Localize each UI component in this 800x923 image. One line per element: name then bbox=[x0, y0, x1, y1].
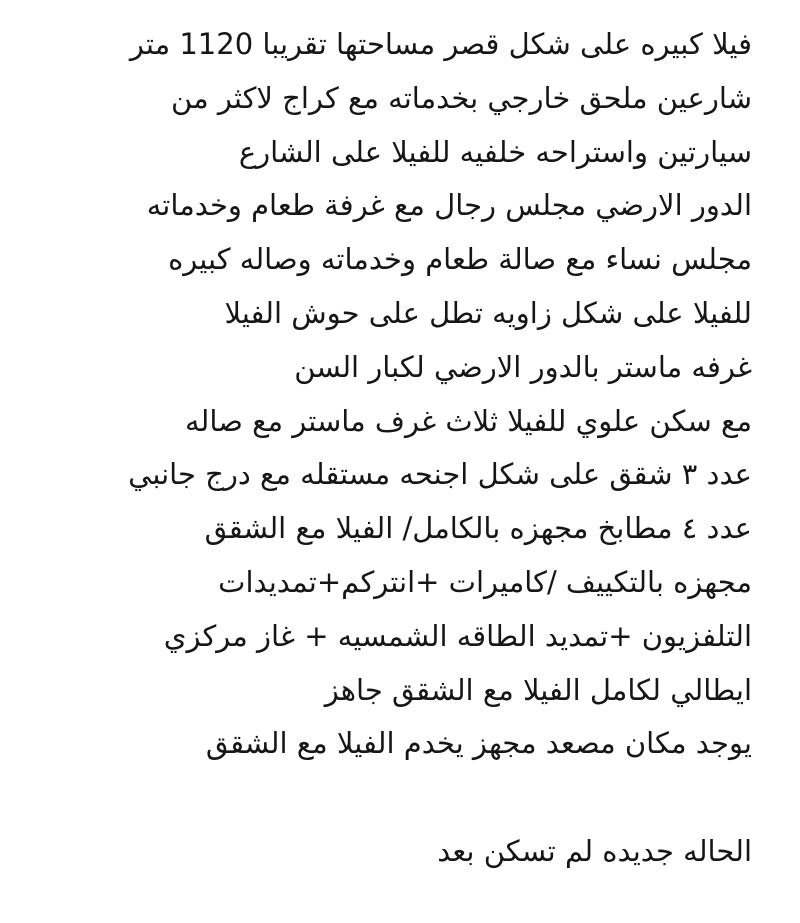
text-line: التلفزيون +تمديد الطاقه الشمسيه + غاز مركزي bbox=[163, 618, 752, 653]
text-line: الدور الارضي مجلس رجال مع غرفة طعام وخدماته bbox=[146, 188, 752, 223]
text-line: للفيلا على شكل زاويه تطل على حوش الفيلا bbox=[224, 295, 752, 330]
text-line: يوجد مكان مصعد مجهز يخدم الفيلا مع الشقق bbox=[205, 726, 752, 761]
text-line: مع سكن علوي للفيلا ثلاث غرف ماستر مع صاله bbox=[185, 403, 752, 438]
text-line: عدد ٤ مطابخ مجهزه بالكامل/ الفيلا مع الشقق bbox=[204, 511, 752, 546]
text-line: سيارتين واستراحه خلفيه للفيلا على الشارع bbox=[238, 134, 752, 169]
status-line: الحاله جديده لم تسكن بعد bbox=[437, 833, 752, 868]
text-line: مجلس نساء مع صالة طعام وخدماته وصاله كبيره bbox=[168, 242, 752, 277]
text-line: عدد ٣ شقق على شكل اجنحه مستقله مع درج جانبي bbox=[128, 457, 752, 492]
listing-description bbox=[32, 18, 752, 879]
blank-line bbox=[32, 771, 752, 825]
text-line: فيلا كبيره على شكل قصر مساحتها تقريبا 1120 متر bbox=[129, 27, 752, 61]
text-line: غرفه ماستر بالدور الارضي لكبار السن bbox=[294, 349, 752, 384]
text-line: شارعين ملحق خارجي بخدماته مع كراج لاكثر من bbox=[171, 80, 752, 115]
text-line: مجهزه بالتكييف /كاميرات +انتركم+تمديدات bbox=[218, 564, 752, 599]
text-line: ايطالي لكامل الفيلا مع الشقق جاهز bbox=[324, 672, 752, 707]
